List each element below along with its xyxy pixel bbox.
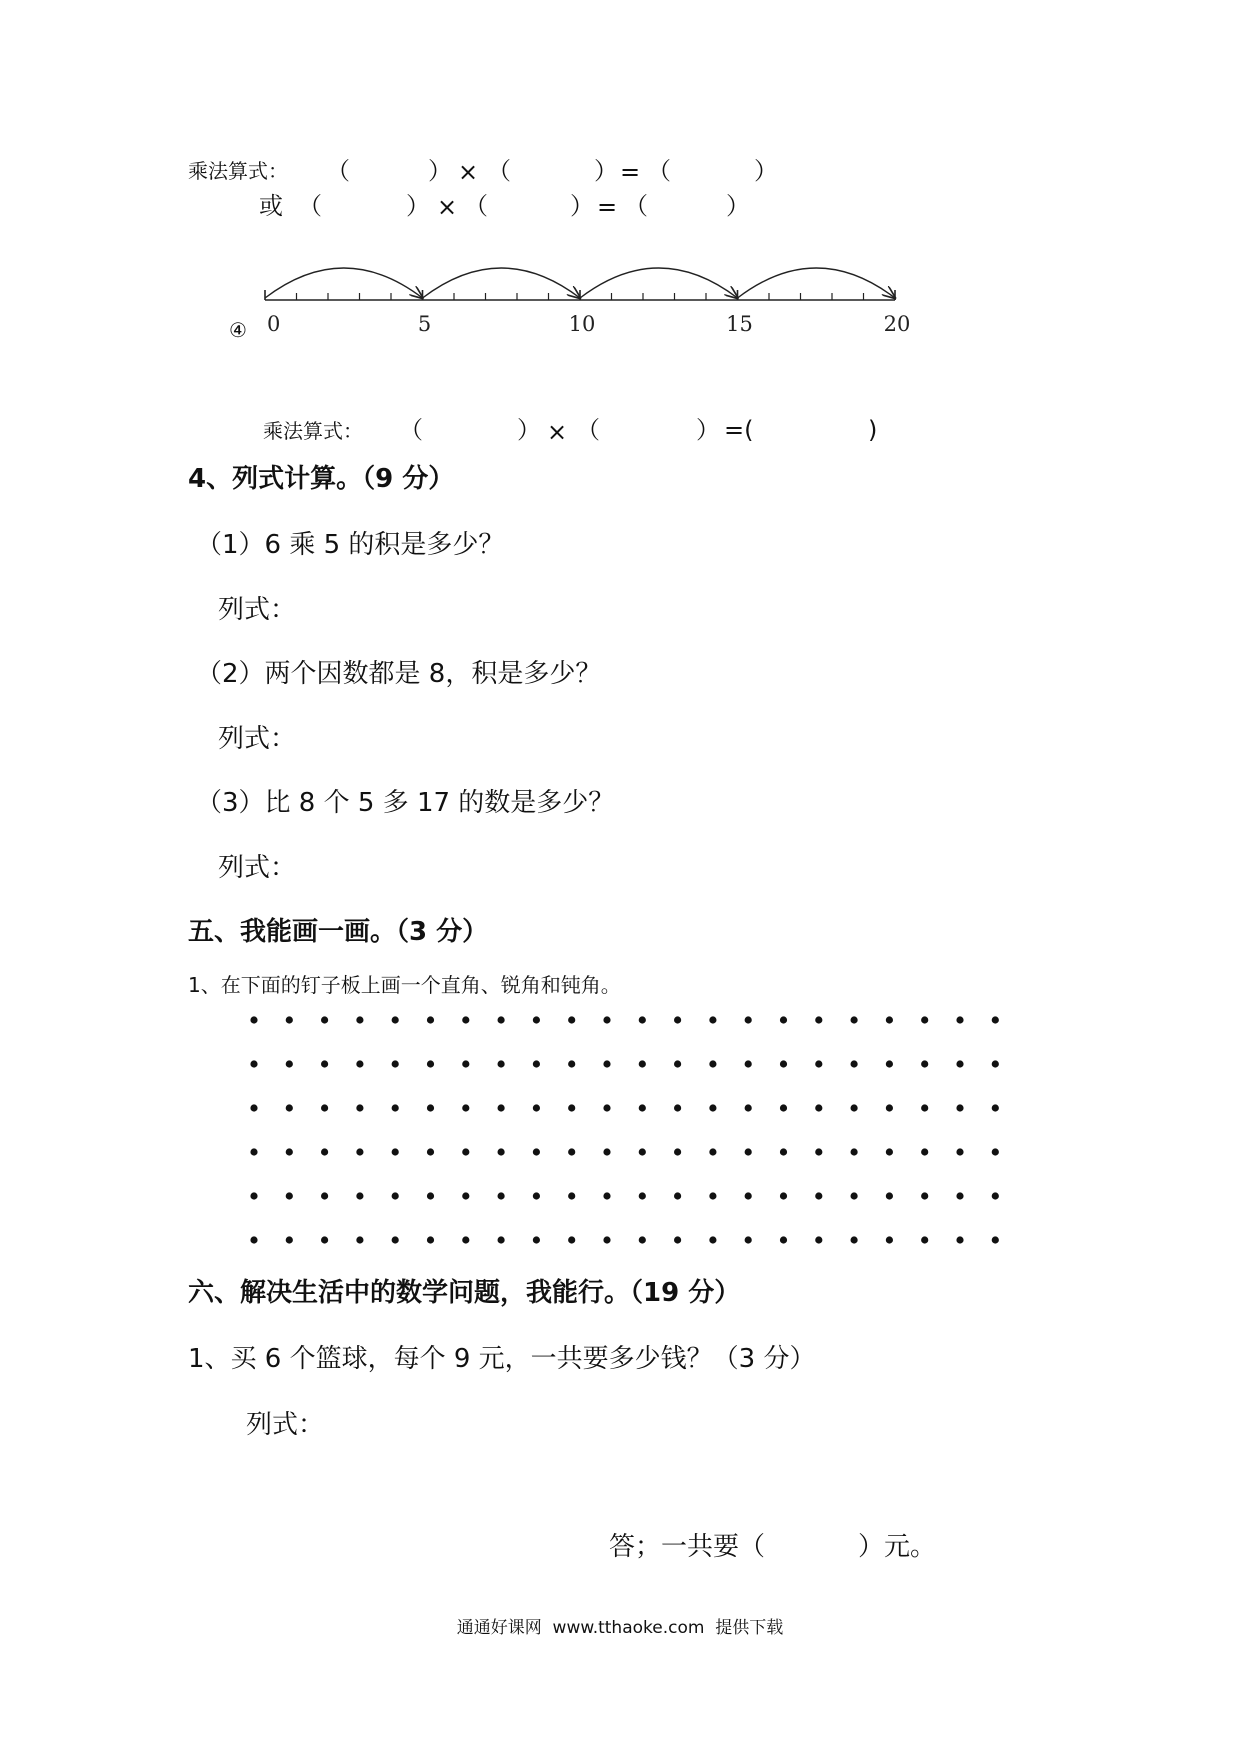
peg-dot[interactable] [992,1060,999,1067]
peg-dot[interactable] [992,1192,999,1199]
peg-dot[interactable] [250,1016,257,1023]
peg-dot[interactable] [392,1016,399,1023]
peg-dot[interactable] [286,1192,293,1199]
peg-dot[interactable] [815,1236,822,1243]
peg-dot[interactable] [321,1104,328,1111]
peg-dot[interactable] [674,1016,681,1023]
jump-arrow [423,268,581,298]
section6-question-1: 1、买 6 个篮球，每个 9 元，一共要多少钱？（3 分） [188,1344,816,1374]
peg-dot[interactable] [815,1016,822,1023]
peg-dot[interactable] [603,1236,610,1243]
peg-dot[interactable] [321,1016,328,1023]
q4-question-2: （2）两个因数都是 8，积是多少？ [196,659,602,689]
eq1-times: × [458,158,479,186]
peg-dot[interactable] [709,1104,716,1111]
peg-dot[interactable] [568,1060,575,1067]
peg-dot[interactable] [956,1148,963,1155]
peg-dot[interactable] [462,1016,469,1023]
peg-dot[interactable] [533,1060,540,1067]
peg-dot[interactable] [992,1236,999,1243]
q4-question-3: （3）比 8 个 5 多 17 的数是多少？ [196,788,615,818]
peg-dot[interactable] [321,1060,328,1067]
peg-dot[interactable] [674,1192,681,1199]
peg-dot[interactable] [356,1016,363,1023]
eq2-blank-3-open: （ [624,192,648,220]
peg-dot[interactable] [674,1148,681,1155]
peg-dot[interactable] [956,1104,963,1111]
q4-question-1: （1）6 乘 5 的积是多少？ [196,530,505,560]
peg-dot[interactable] [851,1148,858,1155]
q4-answer-label-1: 列式： [218,595,297,625]
peg-dot[interactable] [780,1060,787,1067]
pegboard[interactable] [240,1000,1020,1260]
eq1-blank-3-close: ） [754,157,778,185]
peg-dot[interactable] [886,1060,893,1067]
peg-dot[interactable] [921,1192,928,1199]
peg-dot[interactable] [462,1148,469,1155]
peg-dot[interactable] [780,1104,787,1111]
number-line-label: 20 [883,312,911,336]
eq2-times: × [437,193,458,221]
peg-dot[interactable] [674,1236,681,1243]
eq3-times: × [547,418,568,446]
peg-dot[interactable] [921,1016,928,1023]
jump-arrow [738,268,896,298]
answer-suffix: ）元。 [858,1532,937,1562]
peg-dot[interactable] [286,1060,293,1067]
peg-dot[interactable] [321,1236,328,1243]
peg-dot[interactable] [427,1060,434,1067]
peg-dot[interactable] [921,1148,928,1155]
peg-dot[interactable] [956,1060,963,1067]
peg-dot[interactable] [780,1016,787,1023]
section6-title: 六、解决生活中的数学问题，我能行。（19 分） [188,1278,741,1308]
peg-dot[interactable] [356,1192,363,1199]
peg-dot[interactable] [815,1060,822,1067]
peg-dot[interactable] [568,1104,575,1111]
peg-dot[interactable] [533,1192,540,1199]
eq3-label: 乘法算式： [263,419,363,443]
peg-dot[interactable] [498,1104,505,1111]
peg-dot[interactable] [321,1192,328,1199]
eq2-label: 或 [259,192,283,220]
peg-dot[interactable] [392,1236,399,1243]
peg-dot[interactable] [886,1192,893,1199]
peg-dot[interactable] [250,1192,257,1199]
peg-dot[interactable] [851,1016,858,1023]
peg-dot[interactable] [921,1236,928,1243]
item-number-4: ④ [229,318,247,342]
peg-dot[interactable] [462,1236,469,1243]
peg-dot[interactable] [886,1148,893,1155]
peg-dot[interactable] [956,1192,963,1199]
peg-dot[interactable] [745,1016,752,1023]
eq3-blank-1-close: ） [517,416,541,444]
peg-dot[interactable] [603,1148,610,1155]
peg-dot[interactable] [674,1104,681,1111]
peg-dot[interactable] [886,1104,893,1111]
peg-dot[interactable] [321,1148,328,1155]
peg-dot[interactable] [886,1236,893,1243]
peg-dot[interactable] [568,1148,575,1155]
eq3-blank-2-close: ） [696,416,720,444]
peg-dot[interactable] [356,1148,363,1155]
peg-dot[interactable] [603,1016,610,1023]
peg-dot[interactable] [498,1016,505,1023]
q4-title: 4、列式计算。（9 分） [188,464,455,494]
peg-dot[interactable] [956,1236,963,1243]
peg-dot[interactable] [639,1148,646,1155]
peg-dot[interactable] [745,1236,752,1243]
eq1-label: 乘法算式： [188,159,288,183]
eq1-blank-3-open: （ [647,157,671,185]
peg-dot[interactable] [498,1148,505,1155]
peg-dot[interactable] [427,1192,434,1199]
peg-dot[interactable] [851,1104,858,1111]
peg-dot[interactable] [639,1104,646,1111]
peg-dot[interactable] [709,1192,716,1199]
peg-dot[interactable] [956,1016,963,1023]
peg-dot[interactable] [568,1192,575,1199]
peg-dot[interactable] [250,1060,257,1067]
peg-dot[interactable] [250,1148,257,1155]
peg-dot[interactable] [498,1236,505,1243]
peg-dot[interactable] [286,1104,293,1111]
peg-dot[interactable] [851,1236,858,1243]
peg-dot[interactable] [392,1148,399,1155]
peg-dot[interactable] [462,1104,469,1111]
eq2-equals: = [597,193,618,221]
peg-dot[interactable] [250,1236,257,1243]
footer-text: 通通好课网 www.tthaoke.com 提供下载 [456,1618,784,1638]
peg-dot[interactable] [851,1060,858,1067]
eq1-blank-2-open: （ [487,157,511,185]
jump-arrow [580,268,738,298]
number-line-label: 10 [568,312,596,336]
eq3-blank-1-open: （ [399,416,423,444]
peg-dot[interactable] [639,1192,646,1199]
peg-dot[interactable] [286,1148,293,1155]
peg-dot[interactable] [745,1192,752,1199]
peg-dot[interactable] [568,1236,575,1243]
peg-dot[interactable] [815,1148,822,1155]
eq1-equals: = [620,158,641,186]
eq2-blank-2-open: （ [464,192,488,220]
peg-dot[interactable] [392,1060,399,1067]
peg-dot[interactable] [427,1148,434,1155]
eq2-blank-3-close: ） [726,192,750,220]
section5-title: 五、我能画一画。（3 分） [188,917,489,947]
eq1-blank-1-close: ） [428,157,452,185]
peg-dot[interactable] [745,1104,752,1111]
peg-dot[interactable] [498,1192,505,1199]
peg-dot[interactable] [533,1148,540,1155]
peg-dot[interactable] [568,1016,575,1023]
eq3-blank-2-open: （ [576,416,600,444]
peg-dot[interactable] [992,1104,999,1111]
peg-dot[interactable] [427,1016,434,1023]
eq3-blank-3-close: ) [868,416,878,444]
peg-dot[interactable] [745,1148,752,1155]
peg-dot[interactable] [286,1016,293,1023]
peg-dot[interactable] [603,1060,610,1067]
eq1-blank-1-open: （ [326,157,350,185]
peg-dot[interactable] [533,1104,540,1111]
eq3-equals-open: =( [724,416,754,444]
peg-dot[interactable] [533,1016,540,1023]
peg-dot[interactable] [603,1192,610,1199]
peg-dot[interactable] [709,1016,716,1023]
eq2-blank-2-close: ） [570,192,594,220]
peg-dot[interactable] [780,1148,787,1155]
q4-answer-label-3: 列式： [218,853,297,883]
number-line-label: 15 [726,312,753,336]
section5-instruction: 1、在下面的钉子板上画一个直角、锐角和钝角。 [188,973,621,997]
peg-dot[interactable] [639,1236,646,1243]
peg-dot[interactable] [356,1236,363,1243]
peg-dot[interactable] [603,1104,610,1111]
peg-dot[interactable] [886,1016,893,1023]
jump-arrow [265,268,423,298]
peg-dot[interactable] [639,1016,646,1023]
peg-dot[interactable] [356,1104,363,1111]
peg-dot[interactable] [921,1104,928,1111]
peg-dot[interactable] [674,1060,681,1067]
number-line-label: 0 [267,312,281,336]
peg-dot[interactable] [780,1236,787,1243]
peg-dot[interactable] [992,1016,999,1023]
peg-dot[interactable] [392,1104,399,1111]
peg-dot[interactable] [356,1060,363,1067]
peg-dot[interactable] [709,1060,716,1067]
peg-dot[interactable] [250,1104,257,1111]
number-line-label: 5 [417,312,432,336]
q4-answer-label-2: 列式： [218,724,297,754]
peg-dot[interactable] [286,1236,293,1243]
peg-dot[interactable] [709,1148,716,1155]
peg-dot[interactable] [815,1192,822,1199]
peg-dot[interactable] [462,1060,469,1067]
peg-dot[interactable] [498,1060,505,1067]
answer-prefix: 答；一共要（ [609,1532,766,1562]
peg-dot[interactable] [533,1236,540,1243]
peg-dot[interactable] [392,1192,399,1199]
peg-dot[interactable] [815,1104,822,1111]
peg-dot[interactable] [851,1192,858,1199]
section6-answer-label: 列式： [246,1410,325,1440]
eq2-blank-1-open: （ [298,192,322,220]
eq2-blank-1-close: ） [406,192,430,220]
peg-dot[interactable] [745,1060,752,1067]
peg-dot[interactable] [639,1060,646,1067]
peg-dot[interactable] [427,1236,434,1243]
peg-dot[interactable] [921,1060,928,1067]
peg-dot[interactable] [462,1192,469,1199]
peg-dot[interactable] [780,1192,787,1199]
eq1-blank-2-close: ） [594,157,618,185]
peg-dot[interactable] [427,1104,434,1111]
peg-dot[interactable] [709,1236,716,1243]
peg-dot[interactable] [992,1148,999,1155]
